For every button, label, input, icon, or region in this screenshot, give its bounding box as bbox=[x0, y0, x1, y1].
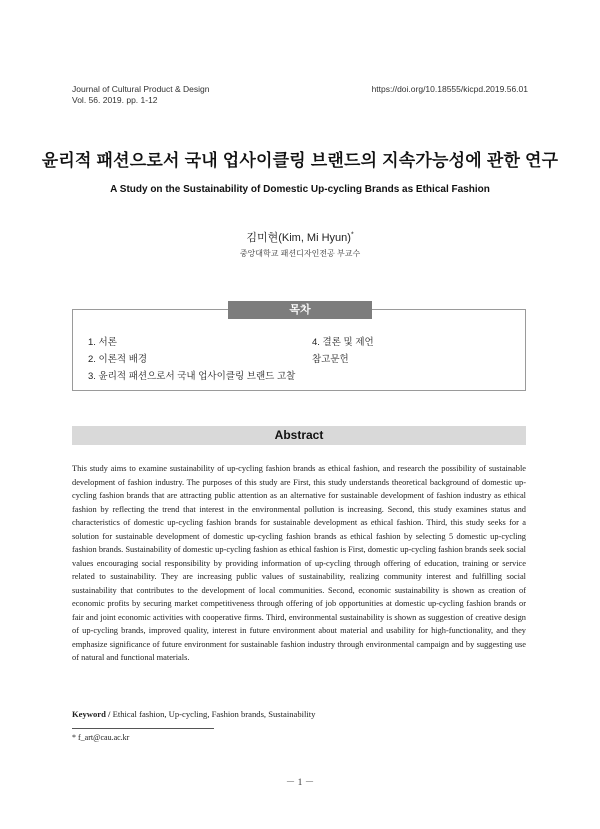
journal-header bbox=[72, 84, 210, 106]
toc-item: 4. 결론 및 제언 bbox=[312, 337, 374, 348]
abstract-heading: Abstract bbox=[72, 426, 526, 445]
page-number: － 1 － bbox=[285, 778, 315, 788]
doi-link[interactable]: https://doi.org/10.18555/kicpd.2019.56.01 bbox=[371, 84, 528, 94]
toc-label: 목차 bbox=[228, 301, 372, 319]
toc-item: 3. 윤리적 패션으로서 국내 업사이클링 브랜드 고찰 bbox=[88, 371, 296, 382]
author-line bbox=[0, 229, 600, 245]
keyword-line bbox=[72, 709, 315, 719]
keyword-text: Ethical fashion, Up-cycling, Fashion brands, Sustainability bbox=[112, 709, 316, 719]
footnote-email: f_art@cau.ac.kr bbox=[78, 733, 130, 742]
author-name: 김미현(Kim, Mi Hyun) bbox=[246, 232, 351, 244]
footnote bbox=[72, 733, 129, 742]
toc-item: 1. 서론 bbox=[88, 337, 117, 348]
korean-title: 윤리적 패션으로서 국내 업사이클링 브랜드의 지속가능성에 관한 연구 bbox=[41, 151, 559, 170]
author-affiliation: 중앙대학교 패션디자인전공 부교수 bbox=[239, 249, 361, 258]
keyword-label: Keyword / bbox=[72, 709, 111, 719]
journal-name: Journal of Cultural Product & Design bbox=[72, 84, 210, 94]
english-title: A Study on the Sustainability of Domestic Up-cycling Brands as Ethical Fashion bbox=[110, 184, 490, 195]
footnote-mark: * bbox=[72, 733, 76, 742]
journal-volume: Vol. 56. 2019. pp. 1-12 bbox=[72, 95, 158, 105]
footnote-divider bbox=[72, 728, 214, 729]
toc-item: 참고문헌 bbox=[312, 354, 349, 365]
abstract-body: This study aims to examine sustainability of up-cycling fashion brands as ethical fashion, and research the possibility of sustainable development of fashion industry. The purposes of this study are First, this study understands theoretical background of domestic up-cycling fashion brands that are attracting public attention as an alternative for sustainable development of fashion industry as ethical fashion by reflecting the trend that interest in the environmental pollution is increasing. Second, this study examines status and characteristics of domestic up-cycling fashion brands for sustainable development as ethical fashion. Third, this study seeks for a solution for sustainable development of domestic up-cycling fashion brands as ethical fashion by selecting 5 domestic up-cycling fashion brands. Sustainability of domestic up-cycling fashion as ethical fashion is First, domestic up-cycling fashion brands seek social values encouraging social responsibility by providing information of up-cycling through offering of education, training or service related to sustainability. They are increasing public values of sustainability, realizing community interest and fulfilling social sustainability that contributes to the development of local communities. Second, economic sustainability is shown as creation of economic profits by securing market competitiveness through offering of job opportunities at domestic up-cycling fashion brands or fair and joint economic activities with cooperative firms. Third, environmental sustainability is shown as suggestion of creative design of up-cycling brands, improved quality, interest in future environment about material and usability for high-functionality, and they emphasize significance of future environment for sustainable fashion industry through environmental campaign and by suggesting use of natural and functional materials. bbox=[72, 464, 526, 662]
toc-item: 2. 이론적 배경 bbox=[88, 354, 148, 365]
author-footnote-mark: * bbox=[350, 231, 354, 239]
